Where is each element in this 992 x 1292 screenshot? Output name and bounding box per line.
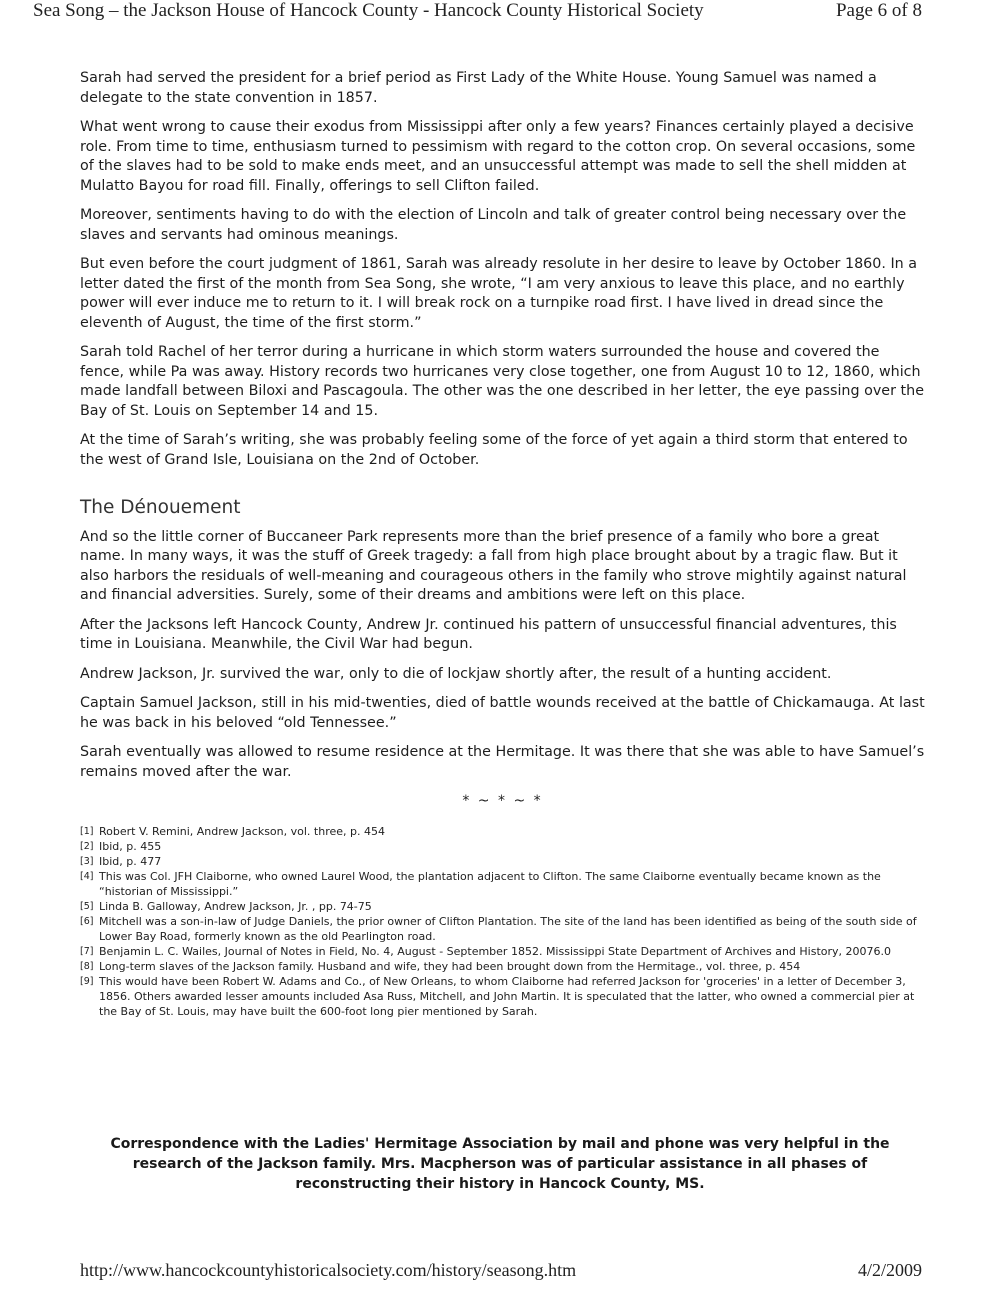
footnote-text: Ibid, p. 455 — [99, 839, 162, 853]
footnote — [80, 899, 925, 914]
article-body — [80, 69, 925, 1019]
acknowledgement-note: Correspondence with the Ladies' Hermitage Association by mail and phone was very helpful in the research of the Jackson family. Mrs. Macpherson was of particular assistance in all phases of reconstructing their history in Hancock County, MS. — [110, 1136, 890, 1192]
footnote — [80, 944, 925, 959]
paragraph: Sarah had served the president for a brief period as First Lady of the White House. Young Samuel was named a delegate to the state convention in 1857. — [80, 70, 877, 106]
paragraph: Andrew Jackson, Jr. survived the war, only to die of lockjaw shortly after, the result of a hunting accident. — [80, 665, 832, 682]
paragraph: And so the little corner of Buccaneer Park represents more than the brief presence of a family who bore a great name. In many ways, it was the stuff of Greek tragedy: a fall from high place brought about by a tragic flaw. But it also harbors the residuals of well-meaning and courageous others in the family who strove mightily against natural and financial adversities. Surely, some of their dreams and ambitions were left on this place. — [80, 528, 907, 603]
section-separator: * ~ * ~ * — [462, 793, 543, 809]
footnote-text: This would have been Robert W. Adams and Co., of New Orleans, to whom Claiborne had referred Jackson for 'groceries' in a letter of December 3, 1856. Others awarded lesser amounts included Asa Russ, Mitchell, and John Martin. It is speculated that the latter, who owned a commercial pier at the Bay of St. Louis, may have built the 600-foot long pier mentioned by Sarah. — [99, 974, 915, 1018]
page-number: Page 6 of 8 — [835, 0, 922, 21]
section-heading: The Dénouement — [80, 497, 241, 518]
footnote-text: This was Col. JFH Claiborne, who owned Laurel Wood, the plantation adjacent to Clifton. The same Claiborne eventually became known as the “historian of Mississippi.” — [99, 869, 881, 898]
footnote-text: Benjamin L. C. Wailes, Journal of Notes in Field, No. 4, August - September 1852. Mississippi State Department of Archives and History, 20076.0 — [99, 944, 892, 958]
footnote — [80, 869, 925, 899]
footnote — [80, 914, 925, 944]
footnote — [80, 824, 925, 839]
footnote-text: Robert V. Remini, Andrew Jackson, vol. three, p. 454 — [99, 824, 385, 838]
footnote-text: Ibid, p. 477 — [99, 854, 162, 868]
footnote — [80, 839, 925, 854]
footnote — [80, 974, 925, 1019]
paragraph: What went wrong to cause their exodus from Mississippi after only a few years? Finances certainly played a decisive role. From time to time, enthusiasm turned to pessimism with regard to the cotton crop. On several occasions, some of the slaves had to be sold to make ends meet, and an unsuccessful attempt was made to sell the shell midden at Mulatto Bayou for road fill. Finally, offerings to sell Clifton failed. — [80, 119, 916, 194]
paragraph: At the time of Sarah’s writing, she was probably feeling some of the force of yet again a third storm that entered to the west of Grand Isle, Louisiana on the 2nd of October. — [80, 432, 908, 468]
paragraph: Sarah told Rachel of her terror during a hurricane in which storm waters surrounded the house and covered the fence, while Pa was away. History records two hurricanes very close together, one from August 10 to 12, 1860, which made landfall between Biloxi and Pascagoula. The other was the one described in her letter, the eye passing over the Bay of St. Louis on September 14 and 15. — [80, 344, 924, 419]
footnote-text: Mitchell was a son-in-law of Judge Daniels, the prior owner of Clifton Plantation. The site of the land has been identified as being of the south side of Lower Bay Road, formerly known as the old Pearlington road. — [99, 914, 917, 943]
paragraph: But even before the court judgment of 1861, Sarah was already resolute in her desire to leave by October 1860. In a letter dated the first of the month from Sea Song, she wrote, “I am very anxious to leave this place, and no earthly power will ever induce me to return to it. I will break rock on a turnpike road first. I have lived in dread since the eleventh of August, the time of the first storm.” — [80, 256, 918, 331]
footnote-number: [8] — [80, 960, 94, 972]
paragraph: Sarah eventually was allowed to resume residence at the Hermitage. It was there that she was able to have Samuel’s remains moved after the war. — [80, 744, 925, 780]
footnote-number: [4] — [80, 870, 94, 882]
footnote-number: [3] — [80, 855, 94, 867]
footnote-number: [6] — [80, 915, 94, 927]
intro-paragraphs — [80, 69, 925, 470]
page-header-title: Sea Song – the Jackson House of Hancock County - Hancock County Historical Society — [33, 0, 704, 21]
paragraph: After the Jacksons left Hancock County, Andrew Jr. continued his pattern of unsuccessful financial adventures, this time in Louisiana. Meanwhile, the Civil War had begun. — [80, 616, 897, 652]
footer-url: http://www.hancockcountyhistoricalsociety.com/history/seasong.htm — [80, 1260, 577, 1280]
paragraph: Moreover, sentiments having to do with the election of Lincoln and talk of greater control being necessary over the slaves and servants had ominous meanings. — [80, 207, 907, 243]
footer-date: 4/2/2009 — [857, 1260, 922, 1280]
paragraph: Captain Samuel Jackson, still in his mid-twenties, died of battle wounds received at the battle of Chickamauga. At last he was back in his beloved “old Tennessee.” — [80, 695, 925, 731]
footnote — [80, 959, 925, 974]
footnote-number: [1] — [80, 825, 94, 837]
denouement-section — [80, 528, 925, 783]
footnote-number: [2] — [80, 840, 94, 852]
footnote-text: Linda B. Galloway, Andrew Jackson, Jr. , pp. 74-75 — [99, 899, 372, 913]
footnote-number: [7] — [80, 945, 94, 957]
footnote-text: Long-term slaves of the Jackson family. Husband and wife, they had been brought down from the Hermitage., vol. three, p. 454 — [99, 959, 801, 973]
footnote — [80, 854, 925, 869]
footnote-number: [5] — [80, 900, 94, 912]
footnote-number: [9] — [80, 975, 94, 987]
footnotes-list — [80, 824, 925, 1019]
